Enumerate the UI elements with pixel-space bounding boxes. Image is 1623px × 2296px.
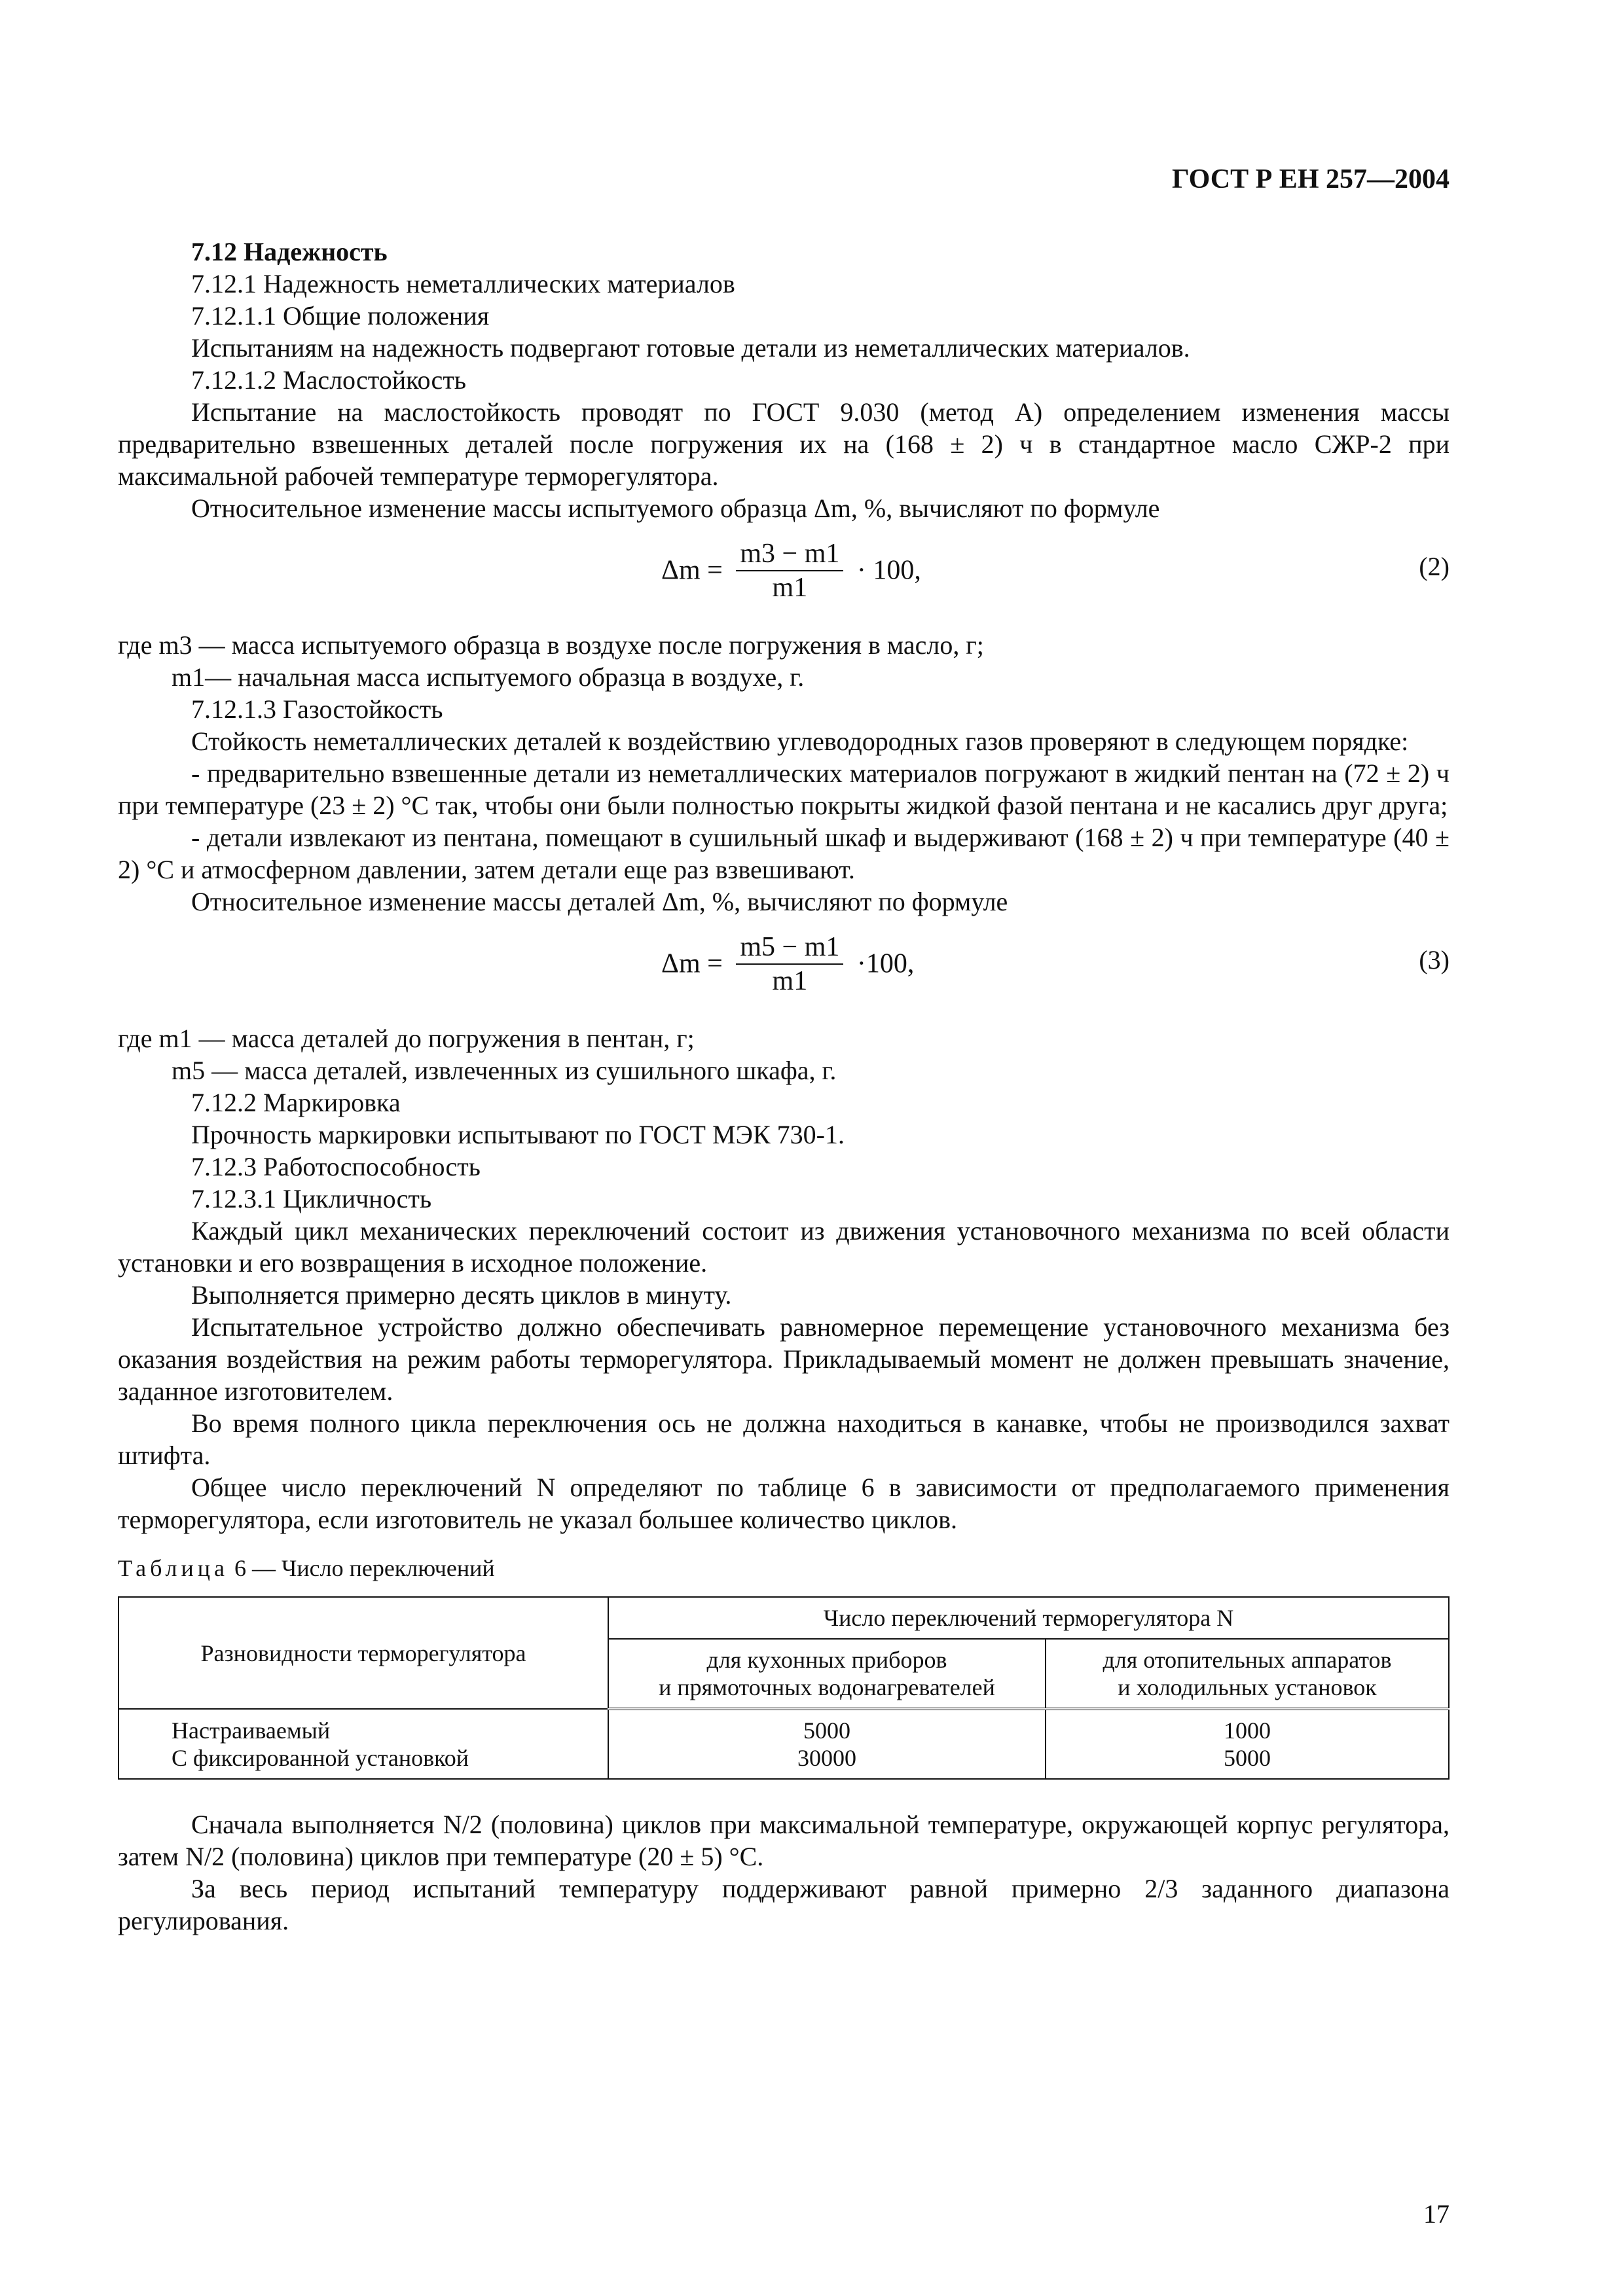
table-cell-kitchen: 5000 [608, 1709, 1046, 1744]
table-6-caption [118, 1552, 1450, 1585]
paragraph-two-thirds: За весь период испытаний температуру поддерживают равной примерно 2/3 заданного диапазона регулирования. [118, 1874, 1450, 1935]
paragraph-gas-intro: Стойкость неметаллических деталей к воздействию углеводородных газов проверяют в следующем порядке: [191, 726, 1409, 756]
paragraph-general: Испытаниям на надежность подвергают готовые детали из неметаллических материалов. [191, 333, 1190, 363]
table-6-header-heating-line-2: и холодильных установок [1118, 1674, 1377, 1700]
table-6-header-group: Число переключений терморегулятора N [608, 1597, 1449, 1639]
paragraph-cycle-rate: Выполняется примерно десять циклов в минуту. [191, 1280, 732, 1310]
paragraph-oil-test: Испытание на маслостойкость проводят по ГОСТ 9.030 (метод А) определением изменения массы предварительно взвешенных деталей после погружения их на (168 ± 2) ч в стандартное масло СЖР-2 при максимальной рабочей температуре терморегулятора. [118, 397, 1450, 491]
formula-3-denominator: m1 [772, 966, 808, 996]
subsection-7-12-1: 7.12.1 Надежность неметаллических материалов [191, 269, 735, 298]
subsection-7-12-1-3: 7.12.1.3 Газостойкость [191, 694, 443, 724]
formula-3-lhs: Δm = [661, 948, 723, 979]
where-2-line-2: m1— начальная масса испытуемого образца в воздухе, г. [172, 662, 805, 692]
table-row [119, 1744, 1449, 1779]
document-header: ГОСТ Р ЕН 257—2004 [1171, 164, 1450, 194]
table-row [119, 1709, 1449, 1744]
page-number: 17 [1423, 2199, 1450, 2229]
table-6-header-kitchen-line-1: для кухонных приборов [706, 1647, 947, 1673]
formula-3 [118, 918, 1450, 1022]
where-3-line-1: где m1 — масса деталей до погружения в пентан, г; [118, 1024, 695, 1053]
paragraph-gas-step-2: - детали извлекают из пентана, помещают в сушильный шкаф и выдерживают (168 ± 2) ч при температуре (40 ± 2) °С и атмосферном давлении, затем детали еще раз взвешивают. [118, 823, 1450, 884]
formula-3-fraction [736, 932, 843, 996]
formula-2-lhs: Δm = [661, 555, 723, 586]
formula-3-number: (3) [1419, 945, 1450, 975]
section-heading-7-12: 7.12 Надежность [191, 237, 388, 266]
paragraph-first-half: Сначала выполняется N/2 (половина) циклов при максимальной температуре, окружающей корпус регулятора, затем N/2 (половина) циклов при температуре (20 ± 5) °С. [118, 1810, 1450, 1871]
paragraph-test-device: Испытательное устройство должно обеспечивать равномерное перемещение установочного механизма без оказания воздействия на режим работы терморегулятора. Прикладываемый момент не должен превышать значение, заданное изготовителем. [118, 1312, 1450, 1406]
where-3-line-2: m5 — масса деталей, извлеченных из сушильного шкафа, г. [172, 1056, 837, 1085]
table-6-caption-rest: 6 — Число переключений [228, 1555, 495, 1581]
where-2-line-1: где m3 — масса испытуемого образца в воздухе после погружения в масло, г; [118, 630, 984, 660]
table-6-caption-word: Таблица [118, 1555, 228, 1581]
formula-3-rhs: ·100, [856, 948, 915, 979]
table-cell-type: Настраиваемый [119, 1709, 608, 1744]
subsection-7-12-2: 7.12.2 Маркировка [191, 1088, 401, 1117]
subsection-7-12-1-1: 7.12.1.1 Общие положения [191, 301, 490, 331]
table-6-header-types: Разновидности терморегулятора [119, 1597, 608, 1709]
paragraph-rel-change-1: Относительное изменение массы испытуемого образца Δm, %, вычисляют по формуле [191, 493, 1160, 523]
table-cell-heating: 5000 [1046, 1744, 1449, 1779]
table-6 [118, 1596, 1450, 1780]
paragraph-cycle-definition: Каждый цикл механических переключений состоит из движения установочного механизма по всей области установки и его возвращения в исходное положение. [118, 1216, 1450, 1278]
subsection-7-12-1-2: 7.12.1.2 Маслостойкость [191, 365, 467, 395]
table-6-header-kitchen [608, 1639, 1046, 1709]
formula-3-numerator: m5 − m1 [736, 932, 843, 965]
table-6-header-kitchen-line-2: и прямоточных водонагревателей [659, 1674, 995, 1700]
table-cell-kitchen: 30000 [608, 1744, 1046, 1779]
subsection-7-12-3-1: 7.12.3.1 Цикличность [191, 1184, 432, 1213]
formula-2 [118, 524, 1450, 629]
paragraph-gas-step-1: - предварительно взвешенные детали из неметаллических материалов погружают в жидкий пентан на (72 ± 2) ч при температуре (23 ± 2) °С так, чтобы они были полностью покрыты жидкой фазой пентана и не касались друг друга; [118, 759, 1450, 820]
table-6-header-heating-line-1: для отопительных аппаратов [1103, 1647, 1392, 1673]
formula-2-numerator: m3 − m1 [736, 539, 843, 571]
subsection-7-12-3: 7.12.3 Работоспособность [191, 1152, 481, 1181]
table-cell-type: С фиксированной установкой [119, 1744, 608, 1779]
paragraph-rel-change-2: Относительное изменение массы деталей Δm, %, вычисляют по формуле [191, 887, 1008, 916]
paragraph-total-switches: Общее число переключений N определяют по таблице 6 в зависимости от предполагаемого применения терморегулятора, если изготовитель не указал большее количество циклов. [118, 1473, 1450, 1534]
formula-2-rhs: · 100, [856, 555, 921, 586]
formula-2-fraction [736, 539, 843, 603]
formula-2-denominator: m1 [772, 573, 808, 603]
formula-2-number: (2) [1419, 552, 1450, 581]
table-6-header-heating [1046, 1639, 1449, 1709]
paragraph-axis: Во время полного цикла переключения ось не должна находиться в канавке, чтобы не производился захват штифта. [118, 1408, 1450, 1470]
table-cell-heating: 1000 [1046, 1709, 1449, 1744]
paragraph-marking: Прочность маркировки испытывают по ГОСТ МЭК 730-1. [191, 1120, 845, 1149]
document-body [118, 236, 1450, 1937]
